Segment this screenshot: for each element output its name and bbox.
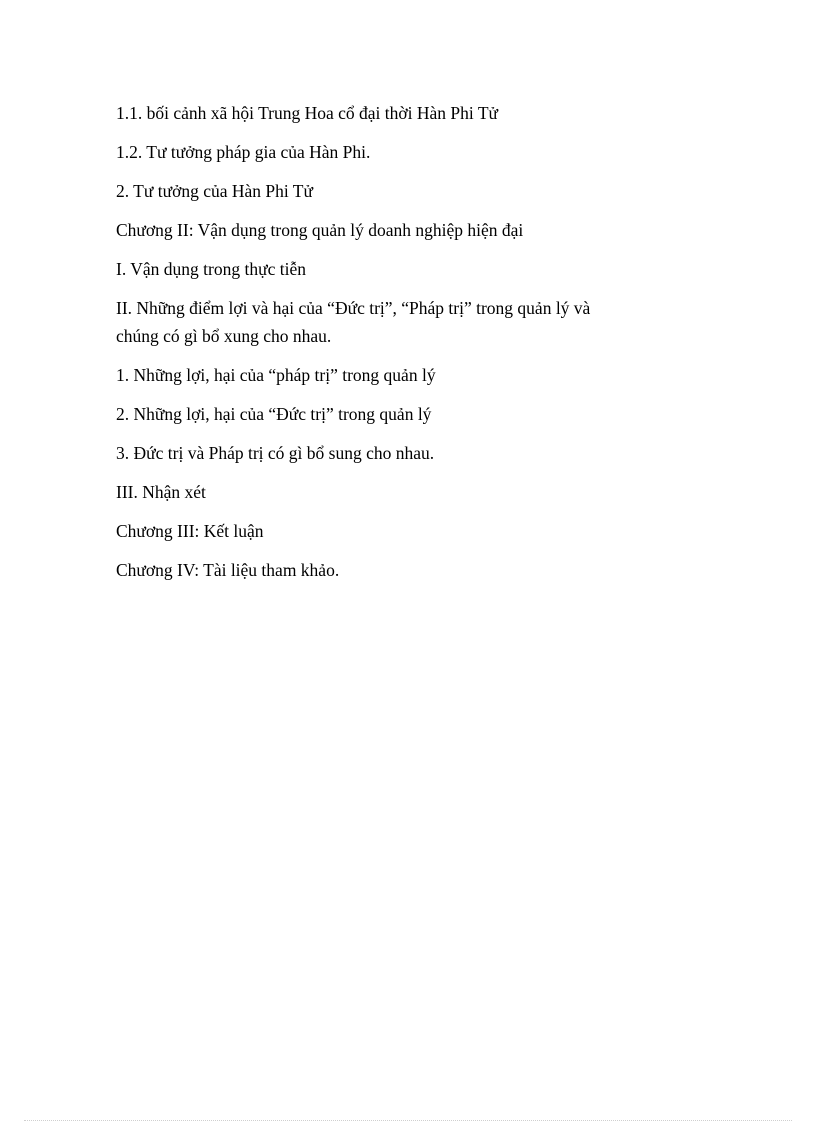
toc-section-i: I. Vận dụng trong thực tiễn [116, 259, 306, 279]
toc-item-ii-1: 1. Những lợi, hại của “pháp trị” trong quản lý [116, 365, 436, 385]
table-of-contents [116, 101, 676, 582]
toc-item-ii-3: 3. Đức trị và Pháp trị có gì bổ sung cho nhau. [116, 443, 435, 463]
toc-section-ii-continued: chúng có gì bổ xung cho nhau. [116, 326, 332, 346]
toc-item-2: 2. Tư tưởng của Hàn Phi Tử [116, 181, 313, 201]
toc-section-ii: II. Những điểm lợi và hại của “Đức trị”, “Pháp trị” trong quản lý và [116, 298, 591, 318]
toc-section-iii: III. Nhận xét [116, 482, 206, 502]
toc-chapter-3: Chương III: Kết luận [116, 521, 264, 541]
toc-chapter-2: Chương II: Vận dụng trong quản lý doanh nghiệp hiện đại [116, 220, 524, 240]
toc-item-ii-2: 2. Những lợi, hại của “Đức trị” trong quản lý [116, 404, 432, 424]
toc-item-1-1: 1.1. bối cảnh xã hội Trung Hoa cổ đại thời Hàn Phi Tử [116, 103, 499, 123]
page-bottom-divider [24, 1120, 792, 1121]
toc-chapter-4: Chương IV: Tài liệu tham khảo. [116, 560, 340, 580]
toc-item-1-2: 1.2. Tư tưởng pháp gia của Hàn Phi. [116, 142, 371, 162]
